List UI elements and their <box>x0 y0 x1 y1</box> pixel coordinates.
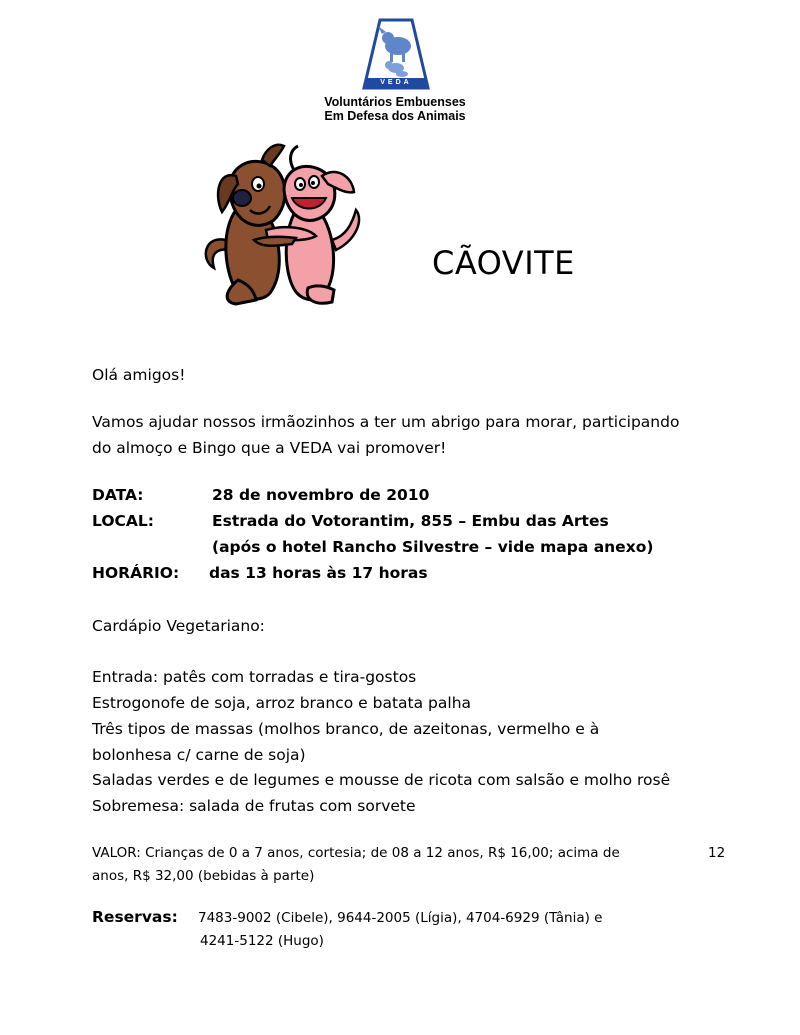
menu-item: Entrada: patês com torradas e tira-gostos <box>92 668 417 686</box>
price-line1 <box>92 842 620 865</box>
reservations-line2: 4241-5122 (Hugo) <box>200 933 324 949</box>
hugging-dogs-illustration <box>196 140 368 310</box>
local-value: Estrada do Votorantim, 855 – Embu das Artes <box>212 512 609 530</box>
menu-item: Saladas verdes e de legumes e mousse de ricota com salsão e molho rosê <box>92 771 671 789</box>
date-label: DATA: <box>92 486 144 504</box>
page-title: CÃOVITE <box>432 244 575 282</box>
price-line1-end: 12 <box>708 845 726 861</box>
price-text: Crianças de 0 a 7 anos, cortesia; de 08 a 12 anos, R$ 16,00; acima de <box>140 845 620 861</box>
menu-item: Três tipos de massas (molhos branco, de azeitonas, vermelho e à <box>92 720 600 738</box>
local-note: (após o hotel Rancho Silvestre – vide mapa anexo) <box>212 538 654 556</box>
local-label: LOCAL: <box>92 512 154 530</box>
veda-logo <box>362 18 430 90</box>
time-label: HORÁRIO: <box>92 564 180 582</box>
intro-line2: do almoço e Bingo que a VEDA vai promover! <box>92 439 447 457</box>
menu-item: Estrogonofe de soja, arroz branco e batata palha <box>92 694 472 712</box>
greeting: Olá amigos! <box>92 366 186 384</box>
intro-line1: Vamos ajudar nossos irmãozinhos a ter um abrigo para morar, participando <box>92 413 680 431</box>
org-name-line1: Voluntários Embuenses <box>324 95 466 109</box>
logo-text: VEDA <box>380 79 412 86</box>
menu-item: bolonhesa c/ carne de soja) <box>92 746 306 764</box>
reservations-label: Reservas: <box>92 908 178 926</box>
date-value: 28 de novembro de 2010 <box>212 486 430 504</box>
time-value: das 13 horas às 17 horas <box>209 564 428 582</box>
menu-heading: Cardápio Vegetariano: <box>92 617 265 635</box>
menu-item: Sobremesa: salada de frutas com sorvete <box>92 797 416 815</box>
org-name-line2: Em Defesa dos Animais <box>324 109 466 123</box>
price-line2: anos, R$ 32,00 (bebidas à parte) <box>92 868 315 884</box>
price-label: VALOR: <box>92 845 141 861</box>
reservations-line1: 7483-9002 (Cibele), 9644-2005 (Lígia), 4704-6929 (Tânia) e <box>198 910 603 926</box>
